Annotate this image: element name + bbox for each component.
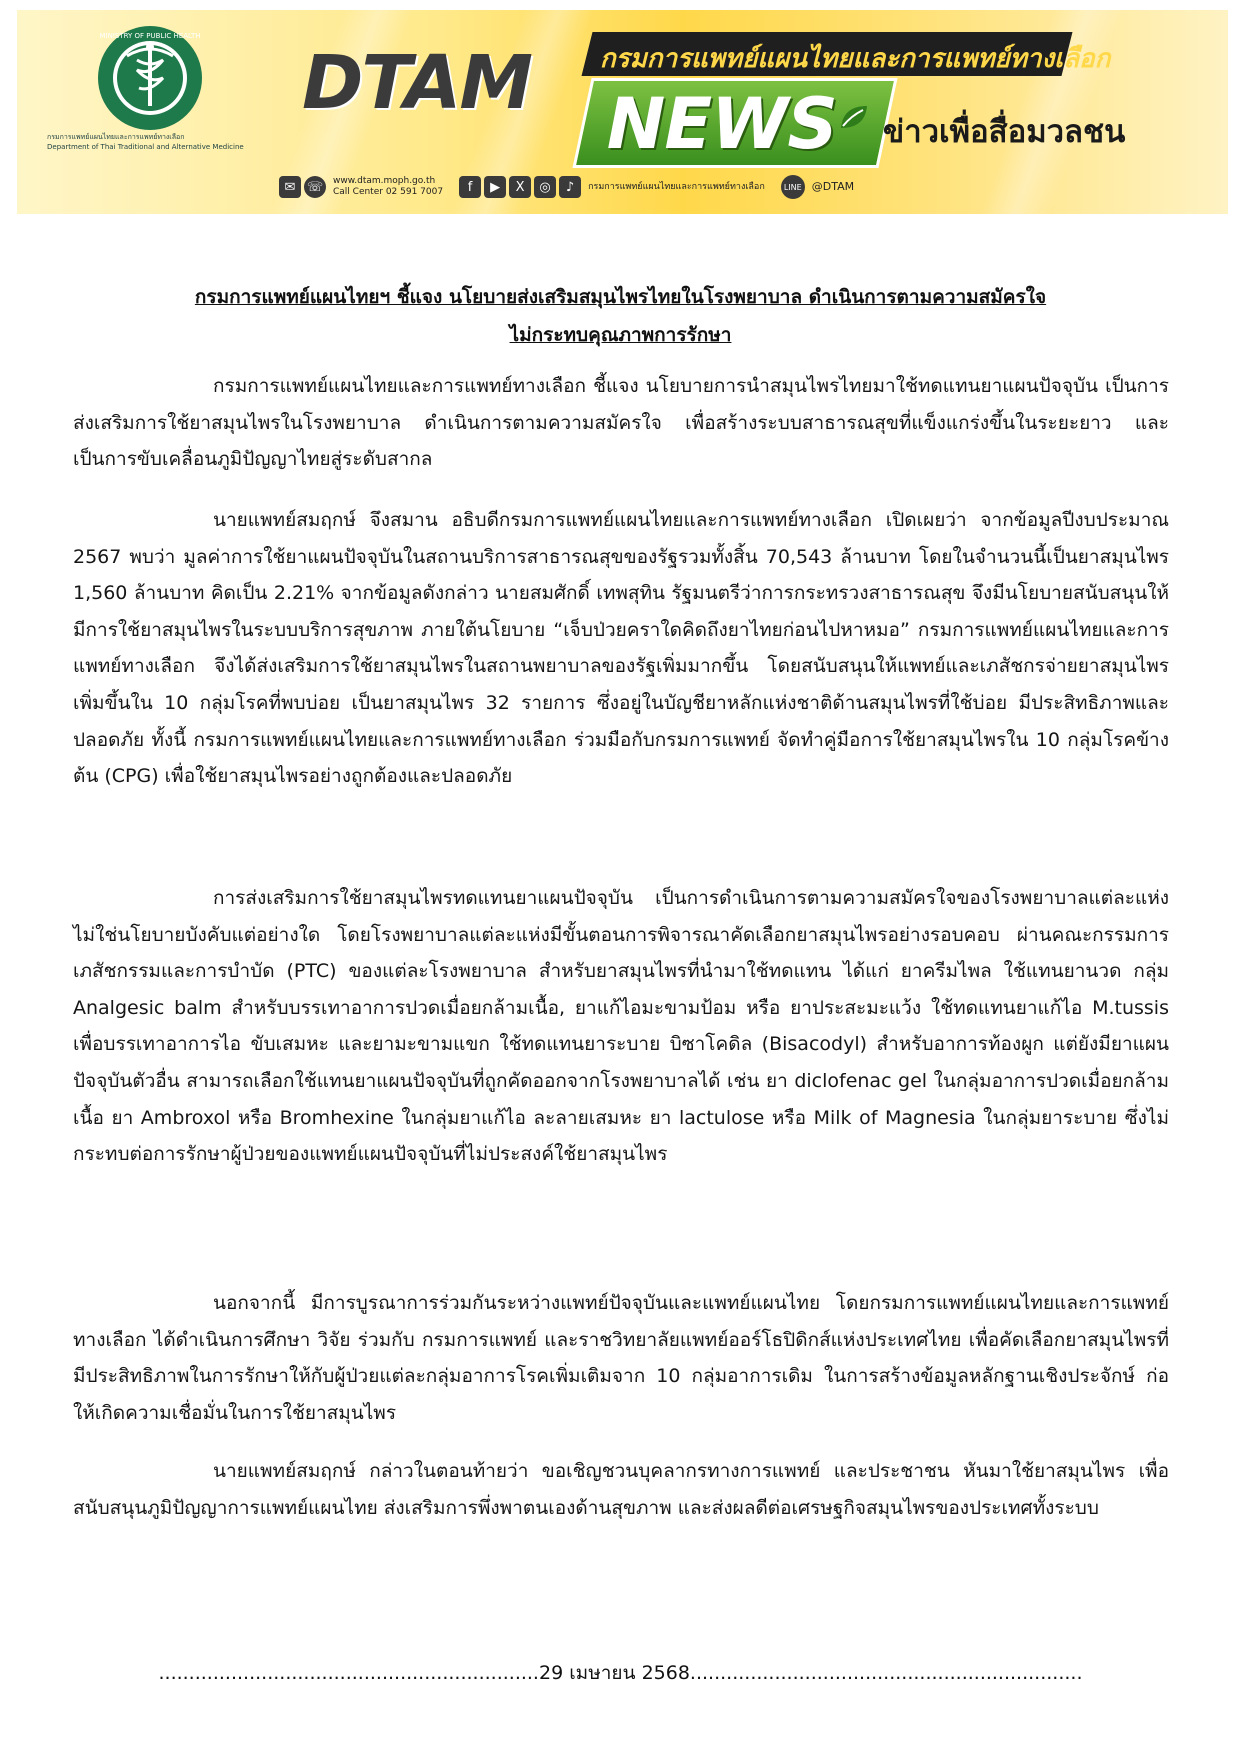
paragraph-text: การส่งเสริมการใช้ยาสมุนไพรทดแทนยาแผนปัจจุบัน เป็นการดำเนินการตามความสมัครใจของโรงพยาบาลแต่ละแห่ง ไม่ใช่นโยบายบังคับแต่อย่างใด โดยโรงพยาบาลแต่ละแห่งมีขั้นตอนการพิจารณาคัดเลือกยาสมุนไพรอย่างรอบคอบ ผ่านคณะกรรมการเภสัชกรรมและการบำบัด (PTC) ของแต่ละโรงพยาบาล สำหรับยาสมุนไพรที่นำมาใช้ทดแทน ได้แก่ ยาครีมไพล ใช้แทนยานวด กลุ่ม Analgesic balm สำหรับบรรเทาอาการปวดเมื่อยกล้ามเนื้อ, ยาแก้ไอมะขามป้อม หรือ ยาประสะมะแว้ง ใช้ทดแทนยาแก้ไอ M.tussis เพื่อบรรเทาอาการไอ ขับเสมหะ และยามะขามแขก ใช้ทดแทนยาระบาย บิซาโคดิล (Bisacodyl) สำหรับอาการท้องผูก แต่ยังมียาแผนปัจจุบันตัวอื่น สามารถเลือกใช้แทนยาแผนปัจจุบันที่ถูกคัดออกจากโรงพยาบาลได้ เช่น ยา diclofenac gel ในกลุ่มอาการปวดเมื่อยกล้ามเนื้อ ยา Ambroxol หรือ Bromhexine ในกลุ่มยาแก้ไอ ละลายเสมหะ ยา lactulose หรือ Milk of Magnesia ในกลุ่มยาระบาย ซึ่งไม่กระทบต่อการรักษาผู้ป่วยของแพทย์แผนปัจจุบันที่ไม่ประสงค์ใช้ยาสมุนไพร <box>73 887 1170 1166</box>
department-label: กรมการแพทย์แผนไทยและการแพทย์ทางเลือก <box>599 44 1111 74</box>
paragraph-4 <box>73 1285 1169 1431</box>
press-tagline: ข่าวเพื่อสื่อมวลชน <box>883 114 1126 150</box>
svg-text:MINISTRY OF PUBLIC HEALTH: MINISTRY OF PUBLIC HEALTH <box>99 32 201 40</box>
x-icon[interactable]: X <box>509 176 531 198</box>
news-banner <box>17 10 1228 214</box>
line-icon[interactable]: LINE <box>781 175 805 199</box>
paragraph-3 <box>73 880 1169 1173</box>
news-label: NEWS <box>606 83 837 165</box>
paragraph-text: กรมการแพทย์แผนไทยและการแพทย์ทางเลือก ชี้แจง นโยบายการนำสมุนไพรไทยมาใช้ทดแทนยาแผนปัจจุบัน เป็นการส่งเสริมการใช้ยาสมุนไพรในโรงพยาบาล ดำเนินการตามความสมัครใจ เพื่อสร้างระบบสาธารณสุขที่แข็งแกร่งขึ้นในระยะยาว และเป็นการขับเคลื่อนภูมิปัญญาไทยสู่ระดับสากล <box>73 375 1169 471</box>
paragraph-1 <box>73 368 1169 478</box>
social-handle: กรมการแพทย์แผนไทยและการแพทย์ทางเลือก <box>588 182 765 192</box>
youtube-icon[interactable]: ▶ <box>484 176 506 198</box>
website-text[interactable]: www.dtam.moph.go.th <box>333 176 436 186</box>
paragraph-text: นายแพทย์สมฤกษ์ จึงสมาน อธิบดีกรมการแพทย์แผนไทยและการแพทย์ทางเลือก เปิดเผยว่า จากข้อมูลปีงบประมาณ 2567 พบว่า มูลค่าการใช้ยาแผนปัจจุบันในสถานบริการสาธารณสุขของรัฐรวมทั้งสิ้น 70,543 ล้านบาท โดยในจำนวนนี้เป็นยาสมุนไพร 1,560 ล้านบาท คิดเป็น 2.21% จากข้อมูลดังกล่าว นายสมศักดิ์ เทพสุทิน รัฐมนตรีว่าการกระทรวงสาธารณสุข จึงมีนโยบายสนับสนุนให้มีการใช้ยาสมุนไพรในระบบบริการสุขภาพ ภายใต้นโยบาย “เจ็บป่วยคราใดคิดถึงยาไทยก่อนไปหาหมอ” กรมการแพทย์แผนไทยและการแพทย์ทางเลือก จึงได้ส่งเสริมการใช้ยาสมุนไพรในสถานพยาบาลของรัฐเพิ่มมากขึ้น โดยสนับสนุนให้แพทย์และเภสัชกรจ่ายยาสมุนไพรเพิ่มขึ้นใน 10 กลุ่มโรคที่พบบ่อย เป็นยาสมุนไพร 32 รายการ ซึ่งอยู่ในบัญชียาหลักแห่งชาติด้านสมุนไพรที่ใช้บ่อย มีประสิทธิภาพและปลอดภัย ทั้งนี้ กรมการแพทย์แผนไทยและการแพทย์ทางเลือก ร่วมมือกับกรมการแพทย์ จัดทำคู่มือการใช้ยาสมุนไพรใน 10 กลุ่มโรคข้างต้น (CPG) เพื่อใช้ยาสมุนไพรอย่างถูกต้องและปลอดภัย <box>73 509 1169 788</box>
phone-icon[interactable]: ☏ <box>304 176 326 198</box>
headline-line-1: กรมการแพทย์แผนไทยฯ ชี้แจง นโยบายส่งเสริมสมุนไพรไทยในโรงพยาบาล ดำเนินการตามความสมัครใจ <box>194 286 1047 308</box>
headline-line-2: ไม่กระทบคุณภาพการรักษา <box>509 324 732 346</box>
logo-caption-thai: กรมการแพทย์แผนไทยและการแพทย์ทางเลือก <box>47 133 185 141</box>
leaf-icon <box>837 102 871 132</box>
tiktok-icon[interactable]: ♪ <box>559 176 581 198</box>
contact-website <box>333 176 443 198</box>
paragraph-text: นอกจากนี้ มีการบูรณาการร่วมกันระหว่างแพทย์ปัจจุบันและแพทย์แผนไทย โดยกรมการแพทย์แผนไทยและการแพทย์ทางเลือก ได้ดำเนินการศึกษา วิจัย ร่วมกับ กรมการแพทย์ และราชวิทยาลัยแพทย์ออร์โธปิดิกส์แห่งประเทศไทย เพื่อคัดเลือกยาสมุนไพรที่มีประสิทธิภาพในการรักษาให้กับผู้ป่วยแต่ละกลุ่มอาการโรคเพิ่มเติมจาก 10 กลุ่มอาการเดิม ในการสร้างข้อมูลหลักฐานเชิงประจักษ์ ก่อให้เกิดความเชื่อมั่นในการใช้ยาสมุนไพร <box>73 1292 1169 1424</box>
brand-dtam: DTAM <box>302 40 532 126</box>
dateline: ...............................................................29 เมษายน 2568................................................................. <box>158 1662 1083 1684</box>
logo-caption-english: Department of Thai Traditional and Alternative Medicine <box>47 143 244 151</box>
mail-icon[interactable]: ✉ <box>279 176 301 198</box>
line-id: @DTAM <box>811 180 855 193</box>
paragraph-5 <box>73 1453 1169 1526</box>
ministry-seal-icon <box>57 20 227 140</box>
paragraph-text: นายแพทย์สมฤกษ์ กล่าวในตอนท้ายว่า ขอเชิญชวนบุคลากรทางการแพทย์ และประชาชน หันมาใช้ยาสมุนไพร เพื่อสนับสนุนภูมิปัญญาการแพทย์แผนไทย ส่งเสริมการพึ่งพาตนเองด้านสุขภาพ และส่งผลดีต่อเศรษฐกิจสมุนไพรของประเทศทั้งระบบ <box>73 1460 1169 1519</box>
instagram-icon[interactable]: ◎ <box>534 176 556 198</box>
contact-row <box>279 172 870 202</box>
call-center-text: Call Center 02 591 7007 <box>333 187 444 197</box>
department-bar <box>582 32 1111 76</box>
facebook-icon[interactable]: f <box>459 176 481 198</box>
paragraph-2 <box>73 502 1169 795</box>
